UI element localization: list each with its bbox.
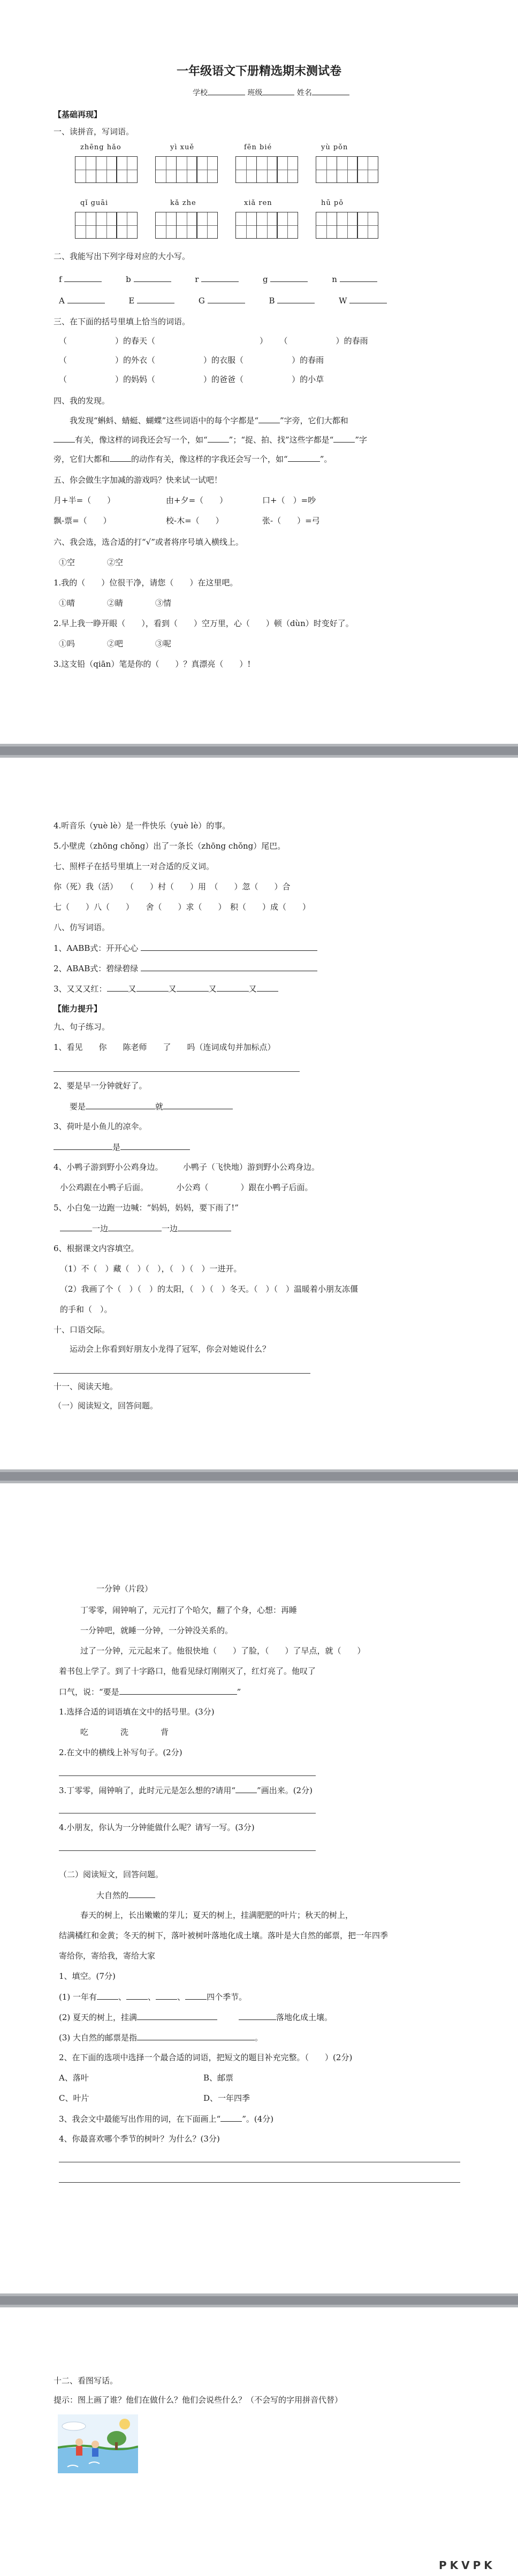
q4-title: 四、我的发现。 xyxy=(54,396,110,406)
q11-title: 十一、阅读天地。 xyxy=(54,1382,118,1391)
pinyin: hū pǒ xyxy=(321,199,344,207)
q7-title: 七、照样子在括号里填上一对合适的反义词。 xyxy=(54,862,215,871)
read-q: 3.丁零零，闹钟响了，此时元元是怎么想的?请用“ ”画出来。(2分) xyxy=(59,1786,313,1795)
writing-grid[interactable] xyxy=(316,212,378,239)
passage-line: 寄给你，寄给我，寄给大家 xyxy=(59,1951,156,1961)
page-3 xyxy=(0,1483,518,2293)
exam-title: 一年级语文下册精选期末测试卷 xyxy=(176,64,341,78)
passage-line: 一分钟吧，就睡一分钟，一分钟没关系的。 xyxy=(80,1626,233,1635)
q6-title: 六、我会选，选合适的打“√”或者将序号填入横线上。 xyxy=(54,537,243,547)
sun-icon xyxy=(119,2419,130,2429)
q9-title: 九、句子练习。 xyxy=(54,1022,110,1032)
q12-title: 十二、看图写话。 xyxy=(54,2376,118,2386)
q5-title: 五、你会做生字加减的游戏吗？快来试一试吧！ xyxy=(54,475,223,485)
q11-subtitle: （一）阅读短文，回答问题。 xyxy=(54,1401,158,1411)
q9-line: 的手和（ ）。 xyxy=(60,1305,112,1314)
pinyin: kǎ zhe xyxy=(170,199,196,207)
q6-line: 2.早上我一睁开眼（ ），看到（ ）空万里，心（ ）顿（dùn）时变好了。 xyxy=(54,619,354,628)
read-q: 2、在下面的选项中选择一个最合适的词语，把短文的题目补充完整。（ ）(2分) xyxy=(59,2053,353,2062)
class-label: 班级 xyxy=(247,89,263,97)
q2-title: 二、我能写出下列字母对应的大小写。 xyxy=(54,251,191,261)
q9-line: 小公鸡跟在小鸭子后面。 小公鸡（ ）跟在小鸭子后面。 xyxy=(60,1183,313,1192)
choice[interactable]: B、邮票 xyxy=(203,2073,234,2083)
q3-row: （ ）的春天（ ） （ ）的春雨 xyxy=(59,336,368,346)
read-q: (2) 夏天的树上，挂满 落地化成土壤。 xyxy=(59,2013,333,2022)
choice[interactable]: A、落叶 xyxy=(59,2073,89,2083)
q9-line: 3、荷叶是小鱼儿的凉伞。 xyxy=(54,1122,147,1131)
q12-prompt: 提示：图上画了谁？他们在做什么？他们会说些什么？（不会写的字用拼音代替） xyxy=(54,2395,343,2405)
name-field[interactable] xyxy=(312,87,349,95)
q6-line: 4.听音乐（yuè lè）是一件快乐（yuè lè）的事。 xyxy=(54,821,231,830)
word-options: 吃 洗 背 xyxy=(80,1727,169,1737)
child-body xyxy=(76,2446,82,2456)
pinyin: xiǎ ren xyxy=(244,199,272,207)
section-ability: 【能力提升】 xyxy=(54,1004,102,1013)
writing-grid[interactable] xyxy=(155,156,217,183)
q9-line: 一边 一边 xyxy=(60,1223,231,1233)
answer-line[interactable] xyxy=(54,1373,310,1374)
watermark-logo: PKVPK xyxy=(439,2559,496,2572)
child-head xyxy=(75,2438,83,2446)
q9-line: （1）不（ ）藏（ ）（ ），（ ）（ ）一进开。 xyxy=(60,1264,242,1274)
q9-line: 是 xyxy=(54,1142,190,1152)
writing-grid[interactable] xyxy=(75,156,137,183)
child-head xyxy=(92,2441,99,2448)
passage-line: 口气，说：“要是 ” xyxy=(59,1687,241,1697)
q5-eq: 飘-票=（ ） xyxy=(54,516,111,525)
class-field[interactable] xyxy=(262,87,294,95)
q5-eq: 张-（ ）=弓 xyxy=(262,516,320,525)
page-1 xyxy=(0,0,518,744)
read-q: (3) 大自然的邮票是指 。 xyxy=(59,2033,263,2042)
child-body xyxy=(92,2448,98,2457)
q6-line: 1.我的（ ）位很干净，请您（ ）在这里吧。 xyxy=(54,578,238,588)
read-q: 4.小朋友，你认为一分钟能做什么呢？请写一写。(3分) xyxy=(59,1823,255,1832)
q3-row: （ ）的妈妈（ ）的爸爸（ ）的小草 xyxy=(59,375,324,384)
passage-line: 春天的树上，长出嫩嫩的芽儿；夏天的树上，挂满肥肥的叶片；秋天的树上， xyxy=(80,1910,354,1920)
page-4 xyxy=(0,2307,518,2576)
passage-title: 大自然的 xyxy=(96,1890,155,1900)
page-separator xyxy=(0,744,518,758)
q10-line: 运动会上你看到好朋友小龙得了冠军，你会对她说什么？ xyxy=(70,1344,271,1354)
letter-row: f b r g n xyxy=(59,274,377,284)
answer-line[interactable] xyxy=(59,1775,316,1776)
pinyin: yù pǒn xyxy=(321,143,348,151)
read-q: 4、你最喜欢哪个季节的树叶？为什么？(3分) xyxy=(59,2134,220,2144)
writing-grid[interactable] xyxy=(316,156,378,183)
section2-title: （二）阅读短文，回答问题。 xyxy=(59,1870,164,1879)
section-basic: 【基础再现】 xyxy=(54,110,102,119)
letter-row: A E G B W xyxy=(59,295,387,306)
writing-grid[interactable] xyxy=(155,212,217,239)
read-q: 2.在文中的横线上补写句子。(2分) xyxy=(59,1748,182,1757)
writing-grid[interactable] xyxy=(235,212,298,239)
q9-line: （2）我画了个（ ）（ ）的太阳，（ ）（ ）冬天。（ ）（ ）温暖着小朋友冻僵 xyxy=(60,1284,359,1294)
q8-line: 2、ABAB式：碧绿碧绿 xyxy=(54,963,317,973)
q9-line: 4、小鸭子游到野小公鸡身边。 小鸭子（飞快地）游到野小公鸡身边。 xyxy=(54,1162,320,1172)
passage-title: 一分钟（片段） xyxy=(96,1584,153,1594)
choice[interactable]: D、一年四季 xyxy=(203,2093,250,2103)
q4-line: 我发现“蝌蚪、蜻蜓、蝴蝶”这些词语中的每个字都是“ ”字旁，它们大都和 xyxy=(70,416,348,425)
read-q: 1、填空。(7分) xyxy=(59,1971,116,1981)
passage-line: 丁零零，闹钟响了，元元打了个哈欠，翻了个身，心想：再睡 xyxy=(80,1605,298,1615)
read-q: 3、我会文中最能写出作用的词，在下面画上“ ”。(4分) xyxy=(59,2114,274,2124)
page-separator xyxy=(0,2293,518,2307)
pinyin: fēn bié xyxy=(244,143,272,151)
q9-line: 要是 就 xyxy=(70,1101,233,1111)
pinyin: zhēng hǎo xyxy=(80,143,121,151)
q9-line: 6、根据课文内容填空。 xyxy=(54,1244,139,1253)
school-field[interactable] xyxy=(208,87,245,95)
q1-title: 一、读拼音，写词语。 xyxy=(54,127,134,136)
q4-line: 旁，它们大都和 的动作有关，像这样的字我还会写一个，如“ ”。 xyxy=(54,454,332,464)
pinyin: qǐ guāi xyxy=(80,199,109,207)
q6-line: 3.这支铅（qiān）笔是你的（ ）？真漂亮（ ）! xyxy=(54,659,251,669)
pinyin: yì xuě xyxy=(170,143,195,151)
q6-options: ①空 ②空 xyxy=(59,558,124,567)
q8-line: 3、又又又红： 又 又 又 又 xyxy=(54,984,278,994)
q8-title: 八、仿写词语。 xyxy=(54,923,110,932)
page-2 xyxy=(0,758,518,1469)
choice[interactable]: C、叶片 xyxy=(59,2093,89,2103)
tree-trunk xyxy=(115,2442,118,2450)
q5-eq: 月+半=（ ） xyxy=(54,496,116,505)
q9-line: 2、要是早一分钟就好了。 xyxy=(54,1081,147,1091)
q5-eq: 口+（ ）=吵 xyxy=(262,496,316,505)
writing-grid[interactable] xyxy=(235,156,298,183)
answer-line[interactable] xyxy=(59,2182,460,2183)
answer-line[interactable] xyxy=(54,1071,300,1072)
q5-eq: 由+夕=（ ） xyxy=(166,496,228,505)
picture-illustration xyxy=(58,2414,138,2473)
school-label: 学校 xyxy=(193,89,208,97)
answer-line[interactable] xyxy=(59,1850,316,1851)
q3-row: （ ）的外衣（ ）的衣服（ ）的春雨 xyxy=(59,355,324,365)
q6-options: ①晴 ②睛 ③情 xyxy=(59,598,172,608)
q9-line: 5、小白兔一边跑一边喊：“妈妈，妈妈，要下雨了!” xyxy=(54,1203,239,1213)
q3-title: 三、在下面的括号里填上恰当的词语。 xyxy=(54,317,191,326)
cloud-icon xyxy=(62,2422,86,2430)
q6-line: 5.小壁虎（zhōng chǒng）出了一条长（zhōng chǒng）尾巴。 xyxy=(54,841,286,851)
q5-eq: 校-木=（ ） xyxy=(166,516,224,525)
info-line xyxy=(193,87,349,98)
q6-options: ①吗 ②吧 ③呢 xyxy=(59,639,172,649)
writing-grid[interactable] xyxy=(75,212,137,239)
q8-line: 1、AABB式：开开心心 xyxy=(54,943,317,953)
read-q: 1.选择合适的词语填在文中的括号里。(3分) xyxy=(59,1707,215,1717)
q9-line: 1、看见 你 陈老师 了 吗（连词成句并加标点） xyxy=(54,1042,276,1052)
page-separator xyxy=(0,1469,518,1483)
q10-title: 十、口语交际。 xyxy=(54,1325,110,1335)
q7-row: 你（死）我（活） （ ）村（ ）用 （ ）忽（ ）合 xyxy=(54,882,291,891)
q4-line: 有关，像这样的词我还会写一个，如“ ”；“捉、拍、找”这些字都是“ ”字 xyxy=(54,435,367,445)
passage-line: 结满橘红和金黄；冬天的树下，落叶被树叶落地化成土壤。落叶是大自然的邮票，把一年四季 xyxy=(59,1931,389,1940)
name-label: 姓名 xyxy=(296,89,312,97)
q7-row: 七（ ）八（ ） 舍（ ）求（ ） 积（ ）成（ ） xyxy=(54,902,311,912)
read-q: (1) 一年有 、 、 、 四个季节。 xyxy=(59,1992,247,2002)
passage-line: 着书包上学了。到了十字路口，他看见绿灯刚刚灭了，红灯亮了。他叹了 xyxy=(59,1666,316,1676)
passage-line: 过了一分钟，元元起来了。他很快地（ ）了脸，（ ）了早点，就（ ） xyxy=(80,1646,365,1656)
